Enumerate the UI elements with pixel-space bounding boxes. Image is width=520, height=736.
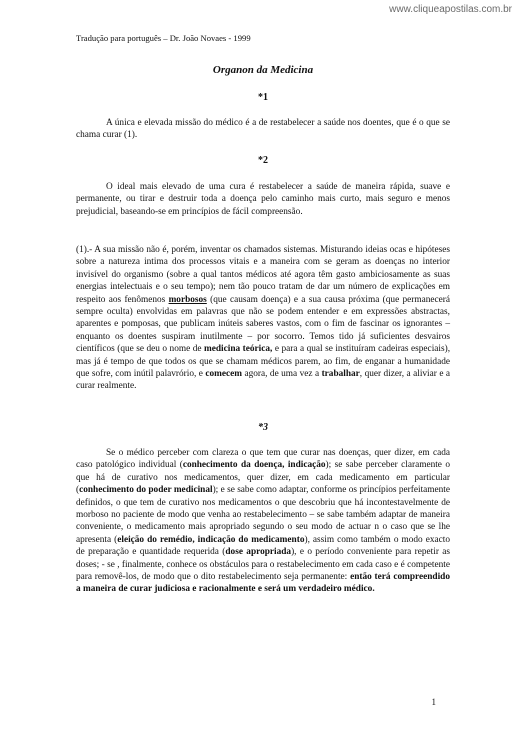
page-title: Organon da Medicina xyxy=(212,64,314,76)
paragraph-text: ); se sabe perceber claramente o que há de curativo nos medicamentos, quer dizer, em cada medicamento em particular ( xyxy=(76,460,450,496)
footnote-text: agora, de uma vez a xyxy=(244,369,320,380)
emphasis-trabalhar: trabalhar xyxy=(321,369,360,380)
section-number-2: *2 xyxy=(258,155,268,166)
paragraph-text: ), assim como também o modo exacto de preparação e quantidade requerida ( xyxy=(76,534,450,558)
page-number: 1 xyxy=(431,697,436,707)
site-watermark: www.cliqueapostilas.com.br xyxy=(389,4,512,15)
paragraph-text: ), e o período conveniente para repetir as doses; - se , finalmente, conhece os obstáculos para o restabelecimento em cada caso e é competente para removê-los, de modo que o dito restabelecimento seja permanente: xyxy=(76,547,450,583)
emphasis-eleicao-remedio: eleição do remédio, indicação do medicamento xyxy=(117,534,305,545)
emphasis-conhecimento-doenca: conhecimento da doença, indicação xyxy=(182,460,326,471)
footnote-text: (1).- A sua missão não é, porém, inventar os chamados sistemas. Misturando ideias ocas e hipóteses sobre a natureza intima dos processos vitais e a maneira com se geram as doenças no interior invisível do organismo (sobre a qual tantos médicos até agora têm gasto ambiciosamente as suas energias intelectuais e o seu tempo); nem tão pouco tratam de dar um número de explicações em respeito aos fenômenos xyxy=(76,245,450,305)
footnote-text: (que causam doença) e a sua causa próxima (que permanecerá sempre oculta) envolvidas em palavras que não se podem entender e em expressões abstractas, aparentes e pomposas, que publicam inúteis saberes vastos, com o fim de fascinar os ignorantes – enquanto os doentes suspiram inutilmente – por socorro. Temos tido já suficientes desvairos científicos (que se deu o nome de xyxy=(76,294,450,355)
translation-header: Tradução para português – Dr. João Novaes - 1999 xyxy=(76,33,251,43)
paragraph-3 xyxy=(76,447,450,596)
paragraph-2: O ideal mais elevado de uma cura é restabelecer a saúde de maneira rápida, suave e permanente, ou tirar e destruir toda a doença pelo caminho mais curto, mais seguro e menos prejudicial, baseando-se em princípios de fácil compreensão. xyxy=(76,182,450,217)
footnote-text: e para a qual se instituíram cadeiras especiais), mas já é tempo de que todos os que se chamam médicos parem, ao fim, de enganar a humanidade que sofre, com inútil palavrório, e xyxy=(76,344,451,380)
section-number-1: *1 xyxy=(258,92,268,103)
paragraph-text: Se o médico perceber com clareza o que tem que curar nas doenças, quer dizer, em cada caso patológico individual ( xyxy=(76,448,450,471)
emphasis-comecem: comecem xyxy=(205,369,243,380)
section-number-3: *3 xyxy=(258,422,268,433)
emphasis-morbosos: morbosos xyxy=(168,294,207,305)
emphasis-dose: dose apropriada xyxy=(225,547,292,558)
emphasis-medicina-teorica: medicina teórica, xyxy=(203,344,273,355)
footnote-text: , quer dizer, a aliviar e a curar realmente. xyxy=(76,369,451,392)
footnote-1 xyxy=(76,244,450,393)
paragraph-text: ); e se sabe como adaptar, conforme os princípios perfeitamente definidos, o que tem de curativo nos medicamentos o que descobriu que há incontestavelmente de morboso no paciente de modo que venha ao restabelecimento – se sabe também adaptar de maneira conveniente, o medicamento mais apropriado segundo o seu modo de actuar n o caso que se lhe apresenta ( xyxy=(76,485,450,545)
paragraph-1: A única e elevada missão do médico é a de restabelecer a saúde nos doentes, que é o que se chama curar (1). xyxy=(76,118,450,141)
emphasis-conclusion: então terá compreendido a maneira de curar judiciosa e racionalmente e será um verdadeiro médico. xyxy=(76,572,451,595)
emphasis-conhecimento-poder: conhecimento do poder medicinal xyxy=(79,485,213,496)
